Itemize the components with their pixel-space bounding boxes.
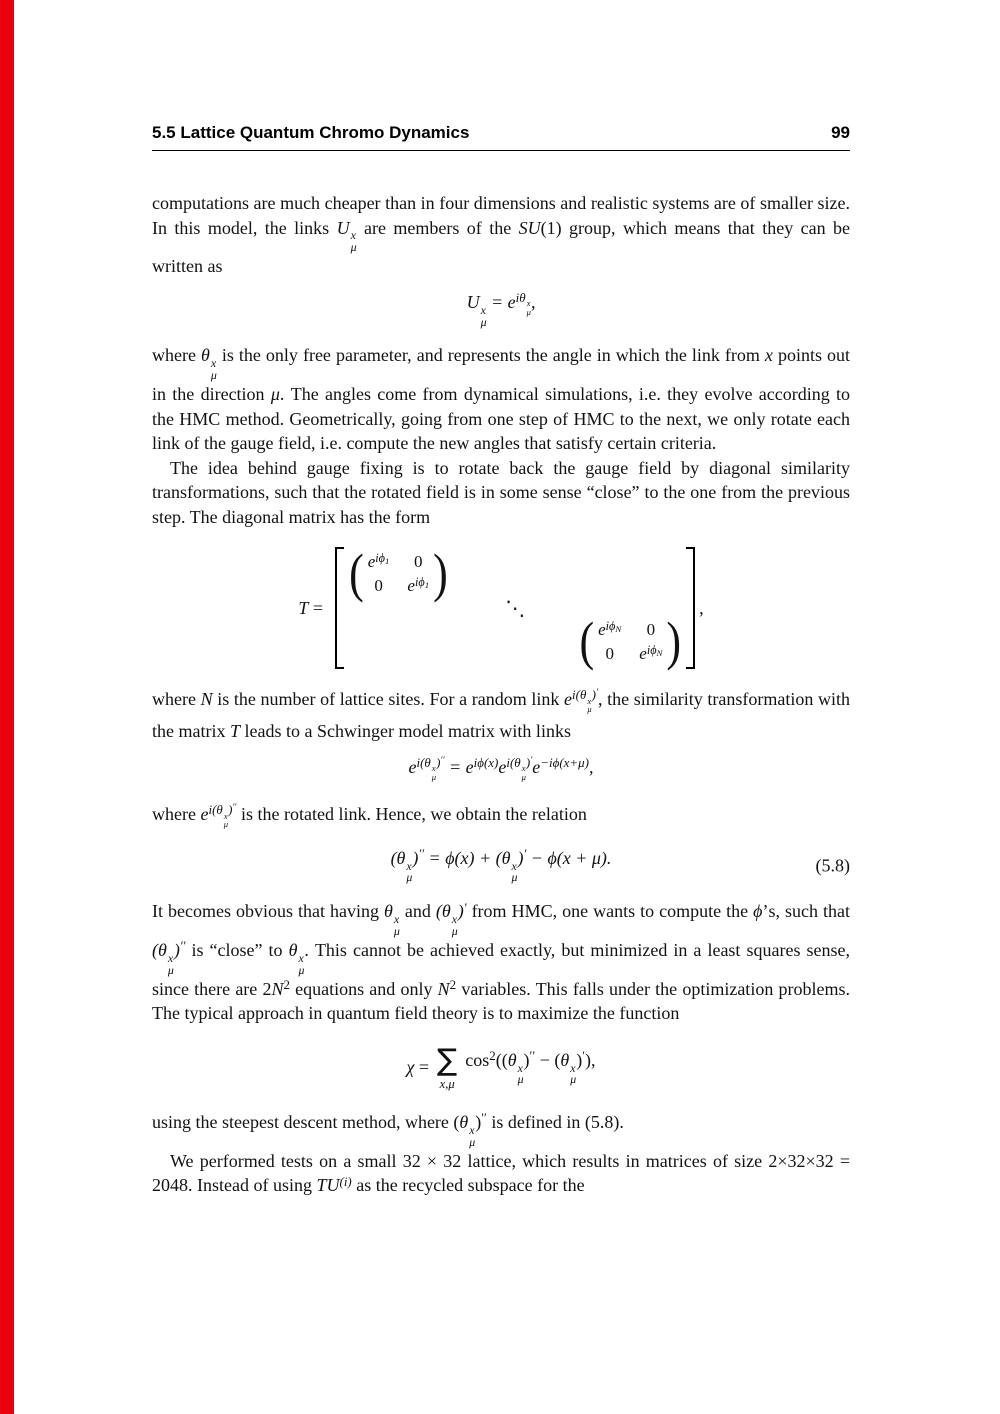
pmatrix-grid [594, 620, 666, 664]
paragraph-5: where $e^{i(\theta x \mu )''}$ is the rotated link. Hence, we obtain the relation [152, 802, 587, 830]
equation-body: U x μ = $e^{i\theta x \mu}$ , [466, 289, 536, 329]
matrix-cell: 0 [646, 620, 656, 640]
equation-link-definition [152, 289, 850, 329]
sum-limits: x,μ [439, 1076, 455, 1091]
chi-rhs: $\cos^2((\theta$ x μ )′′ − (θ x μ )′), [465, 1047, 596, 1087]
matrix-cell: 0 [374, 576, 383, 596]
pmatrix-top-left [349, 543, 448, 604]
pmatrix-bottom-right [579, 611, 682, 672]
equation-number: (5.8) [815, 855, 850, 876]
matrix-cell: 0 [605, 644, 614, 664]
paragraph-1: computations are much cheaper than in four dimensions and realistic systems are of smaller size. In this model, the links U x μ are members of the SU(1) group, which means that they can be written as [152, 193, 851, 277]
equation-5-8 [152, 845, 850, 885]
paragraph-3: The idea behind gauge fixing is to rotate back the gauge field by diagonal similarity transformations, such that the rotated field is in some sense “close” to the one from the previous step. The diagonal matrix has the form [152, 457, 850, 527]
paragraph-2: where θ x μ is the only free parameter, and represents the angle in which the link from x points out in the direction μ. The angles come from dynamical simulations, i.e. they evolve according to the HMC method. Geometrically, going from one step of HMC to the next, we only rotate each link of the gauge field, i.e. compute the new angles that satisfy certain criteria. [152, 345, 850, 454]
diagonal-dots-icon: ⋱ [505, 596, 526, 621]
running-header [152, 123, 850, 151]
right-paren: ) [666, 611, 682, 672]
header-page-number: 99 [831, 123, 850, 142]
matrix-cell: $e^{i\phi_N}$ [639, 642, 663, 664]
paragraph-8: We performed tests on a small 32 × 32 lattice, which results in matrices of size 2×32×32 = 2048. Instead of using TU$^{(i)}$ as the recycled subspace for the [152, 1150, 850, 1196]
paragraph-7: using the steepest descent method, where (θ x μ )′′ is defined in (5.8). [152, 1110, 624, 1150]
header-section-title: 5.5 Lattice Quantum Chromo Dynamics [152, 123, 470, 142]
matrix-line [298, 543, 704, 672]
equation-body: (θ x μ )′′ = ϕ(x) + (θ x μ )′ − ϕ(x + μ). [390, 845, 612, 885]
matrix-cell: 0 [414, 552, 423, 572]
equation-rotated-links [152, 757, 850, 787]
matrix-body [349, 543, 682, 672]
chi-lhs: χ = [406, 1057, 430, 1078]
content [152, 123, 850, 1198]
matrix-lhs: T = [298, 597, 324, 618]
equation-body: $e^{i(\theta x \mu )''} = e^{i\phi(x)}e^{i(\theta x \mu )'}e^{-i\phi(x+\mu)}$, [408, 755, 594, 782]
right-square-bracket [686, 547, 695, 669]
sum-operator [437, 1042, 458, 1091]
matrix-cell: $e^{i\phi_1}$ [367, 550, 390, 572]
equation-body [406, 1042, 596, 1091]
matrix-trailing-comma: , [699, 597, 704, 618]
matrix-cell: $e^{i\phi_N}$ [598, 618, 622, 640]
equation-chi [152, 1042, 850, 1091]
right-paren: ) [433, 543, 448, 604]
left-square-bracket [335, 547, 344, 669]
sum-icon: ∑ [437, 1042, 458, 1078]
paragraph-6: It becomes obvious that having θ x μ and (θ x μ )′ from HMC, one wants to compute the ϕ’s, such that (θ x μ )′′ is “close” to θ x μ . This cannot be achieved exactly, but minimized in a least squares sense, since there are $2N^2$ equations and only $N^2$ variables. This falls under the optimization problems. The typical approach in quantum field theory is to maximize the function [152, 899, 850, 1024]
red-sidebar [0, 0, 14, 1414]
left-paren: ( [579, 611, 595, 672]
equation-diagonal-matrix [152, 543, 850, 672]
paragraph-4: where N is the number of lattice sites. For a random link $e^{i(\theta x \mu )'}$, the similarity transformation with the matrix T leads to a Schwinger model matrix with links [152, 687, 850, 742]
pmatrix-grid [364, 552, 433, 596]
left-paren: ( [349, 543, 364, 604]
matrix-cell: $e^{i\phi_1}$ [407, 574, 430, 596]
